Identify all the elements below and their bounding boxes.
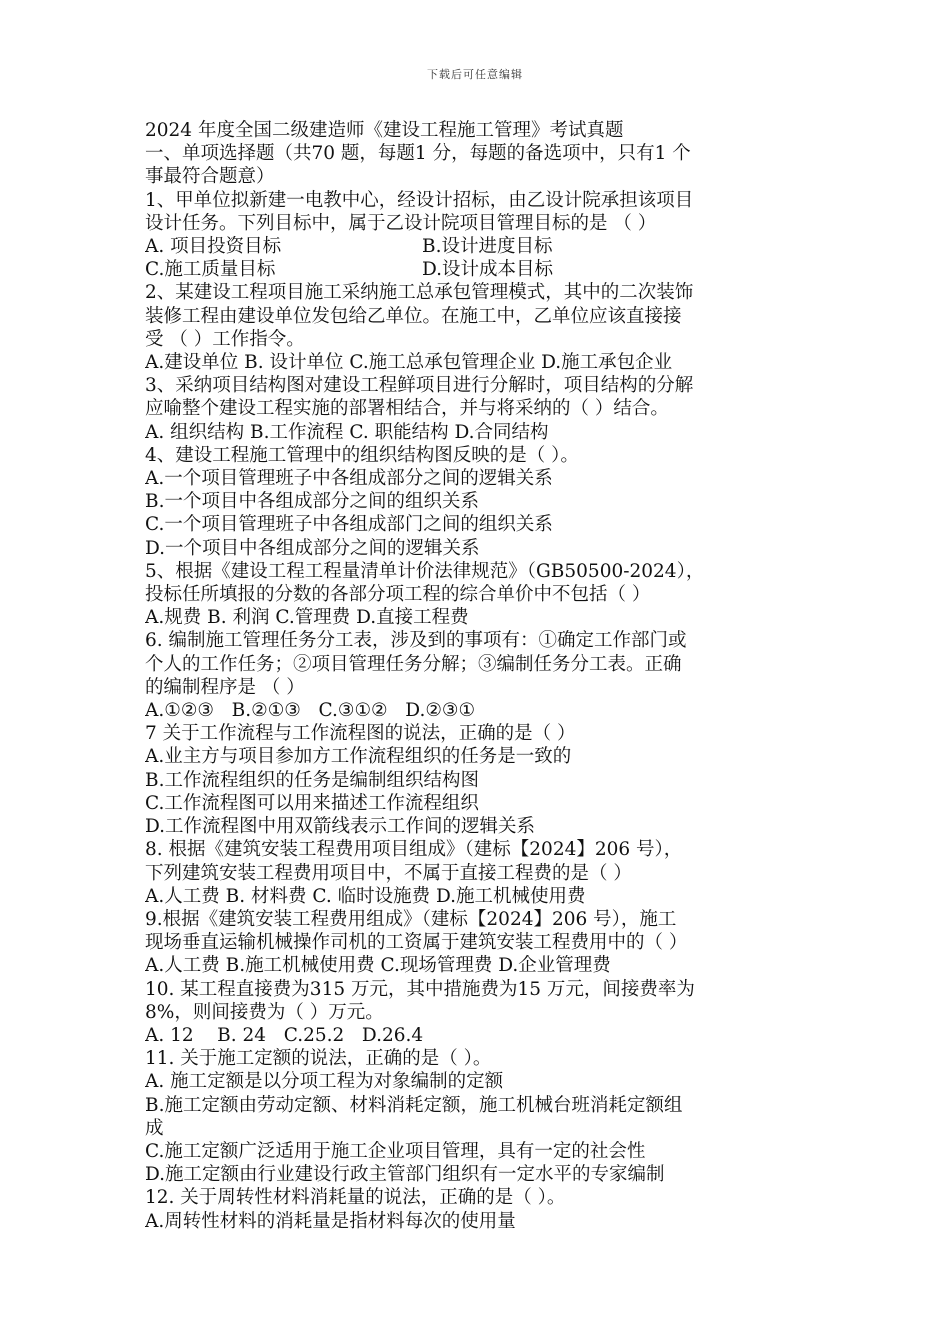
question-options: A. 组织结构 B.工作流程 C. 职能结构 D.合同结构 xyxy=(145,421,549,443)
question-stem-line: 装修工程由建设单位发包给乙单位。在施工中，乙单位应该直接接 xyxy=(145,305,682,327)
option-row xyxy=(145,235,810,258)
option-b: B.设计进度目标 xyxy=(422,236,553,258)
question-stem-line: 的编制程序是 （ ） xyxy=(145,676,305,698)
question-options: A.①②③ B.②①③ C.③①② D.②③① xyxy=(145,700,476,722)
question-options: A.人工费 B. 材料费 C. 临时设施费 D.施工机械使用费 xyxy=(145,885,586,907)
question-6 xyxy=(145,629,810,722)
question-stem-line: 个人的工作任务；②项目管理任务分解；③编制任务分工表。正确 xyxy=(145,653,682,675)
option-a: A. 项目投资目标 xyxy=(145,236,282,258)
question-9 xyxy=(145,908,810,978)
document-title: 2024 年度全国二级建造师《建设工程施工管理》考试真题 xyxy=(145,120,624,141)
question-stem-line: 8. 根据《建筑安装工程费用项目组成》（建标【2024】206 号）， xyxy=(145,839,683,861)
question-stem-line: 2、某建设工程项目施工采纳施工总承包管理模式，其中的二次装饰 xyxy=(145,282,694,304)
question-stem-line: 3、采纳项目结构图对建设工程鲜项目进行分解时，项目结构的分解 xyxy=(145,375,694,397)
option-line: C.一个项目管理班子中各组成部门之间的组织关系 xyxy=(145,514,553,536)
option-line: A. 施工定额是以分项工程为对象编制的定额 xyxy=(145,1071,504,1093)
question-10 xyxy=(145,978,810,1048)
question-12 xyxy=(145,1186,810,1232)
option-c: C.施工质量目标 xyxy=(145,259,276,281)
question-stem-line: 9.根据《建筑安装工程费用组成》（建标【2024】206 号），施工 xyxy=(145,908,677,930)
option-line: A.一个项目管理班子中各组成部分之间的逻辑关系 xyxy=(145,468,553,490)
question-11 xyxy=(145,1047,810,1186)
question-stem-line: 受 （ ）工作指令。 xyxy=(145,328,305,350)
question-3 xyxy=(145,374,810,444)
question-stem-line: 设计任务。下列目标中，属于乙设计院项目管理目标的是 （ ） xyxy=(145,212,657,234)
option-line: B.工作流程组织的任务是编制组织结构图 xyxy=(145,769,479,791)
option-row xyxy=(145,258,810,281)
question-stem-line: 8%，则间接费为（ ）万元。 xyxy=(145,1001,384,1023)
option-line: A.周转性材料的消耗量是指材料每次的使用量 xyxy=(145,1210,516,1232)
question-stem-line: 投标任所填报的分数的各部分项工程的综合单价中不包括（ ） xyxy=(145,584,651,606)
page-header: 下载后可任意编辑 xyxy=(427,68,523,81)
question-options: A.建设单位 B. 设计单位 C.施工总承包管理企业 D.施工承包企业 xyxy=(145,352,673,374)
question-options: A.规费 B. 利润 C.管理费 D.直接工程费 xyxy=(145,607,469,629)
question-stem-line: 4、建设工程施工管理中的组织结构图反映的是（ ）。 xyxy=(145,444,579,466)
question-4 xyxy=(145,444,810,560)
question-stem-line: 下列建筑安装工程费用项目中，不属于直接工程费的是（ ） xyxy=(145,862,632,884)
question-stem-line: 10. 某工程直接费为315 万元，其中措施费为15 万元，间接费率为 xyxy=(145,978,695,1000)
option-line: C.工作流程图可以用来描述工作流程组织 xyxy=(145,792,479,814)
option-line: D.施工定额由行业建设行政主管部门组织有一定水平的专家编制 xyxy=(145,1164,665,1186)
option-line: 成 xyxy=(145,1117,164,1139)
question-8 xyxy=(145,838,810,908)
option-d: D.设计成本目标 xyxy=(422,259,554,281)
question-stem-line: 7 关于工作流程与工作流程图的说法，正确的是（ ） xyxy=(145,723,576,745)
question-options: A.人工费 B.施工机械使用费 C.现场管理费 D.企业管理费 xyxy=(145,955,611,977)
section-heading-line: 一、单项选择题（共70 题，每题1 分，每题的备选项中，只有1 个 xyxy=(145,143,691,165)
question-1 xyxy=(145,189,810,282)
question-2 xyxy=(145,281,810,374)
question-stem-line: 12. 关于周转性材料消耗量的说法，正确的是（ ）。 xyxy=(145,1187,566,1209)
question-stem-line: 11. 关于施工定额的说法，正确的是（ ）。 xyxy=(145,1048,492,1070)
option-line: B.一个项目中各组成部分之间的组织关系 xyxy=(145,491,479,513)
question-options: A. 12 B. 24 C.25.2 D.26.4 xyxy=(145,1024,424,1046)
option-line: D.一个项目中各组成部分之间的逻辑关系 xyxy=(145,537,480,559)
option-line: D.工作流程图中用双箭线表示工作间的逻辑关系 xyxy=(145,816,536,838)
question-stem-line: 应喻整个建设工程实施的部署相结合，并与将采纳的（ ）结合。 xyxy=(145,398,669,420)
question-stem-line: 6. 编制施工管理任务分工表，涉及到的事项有：①确定工作部门或 xyxy=(145,630,687,652)
section-heading-line: 事最符合题意） xyxy=(145,166,275,188)
question-7 xyxy=(145,722,810,838)
option-line: A.业主方与项目参加方工作流程组织的任务是一致的 xyxy=(145,746,572,768)
document-body xyxy=(145,119,810,1233)
option-line: B.施工定额由劳动定额、材料消耗定额，施工机械台班消耗定额组 xyxy=(145,1094,683,1116)
question-stem-line: 5、根据《建设工程工程量清单计价法律规范》（GB50500-2024）， xyxy=(145,560,705,582)
question-stem-line: 现场垂直运输机械操作司机的工资属于建筑安装工程费用中的（ ） xyxy=(145,932,688,954)
question-stem-line: 1、甲单位拟新建一电教中心，经设计招标，由乙设计院承担该项目 xyxy=(145,189,694,211)
question-5 xyxy=(145,560,810,630)
option-line: C.施工定额广泛适用于施工企业项目管理，具有一定的社会性 xyxy=(145,1140,646,1162)
